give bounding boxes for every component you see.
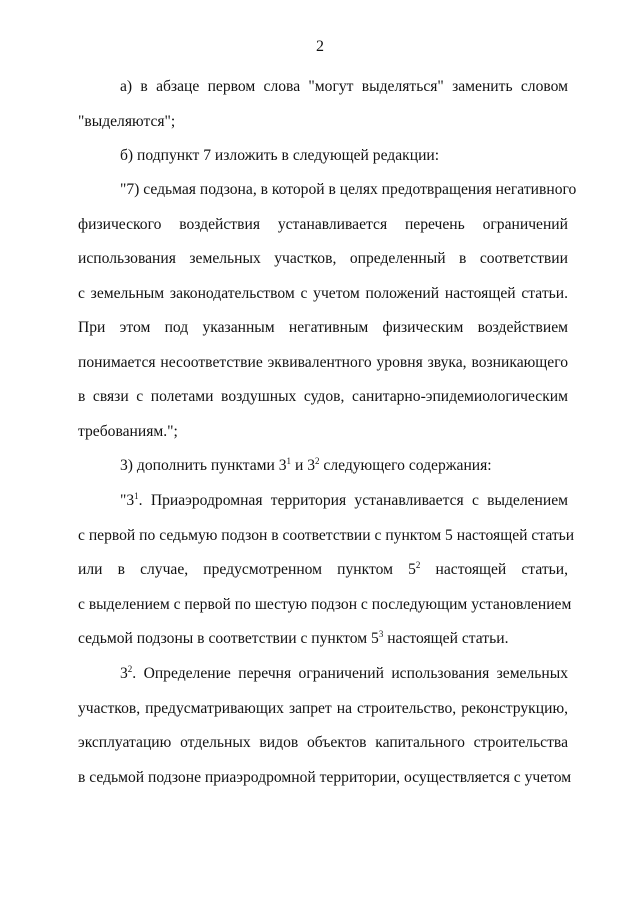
point-3-1-line-2: с первой по седьмую подзон в соответствии с пунктом 5 настоящей статьи xyxy=(78,526,575,544)
point-3-1-line-3-superscript: 2 xyxy=(415,560,421,570)
paragraph-a-line-1: а) в абзаце первом слова "могут выделяться" заменить словом xyxy=(120,78,568,95)
point-3-1-line-3-post: настоящей статьи, xyxy=(420,561,569,578)
page-number: 2 xyxy=(316,38,324,55)
item-3-superscript-1: 1 xyxy=(286,456,292,466)
paragraph-a xyxy=(78,70,568,139)
item-3-text-suffix: следующего содержания: xyxy=(319,457,492,474)
point-3-1-line-3 xyxy=(78,553,568,588)
point-3-1-line-5-superscript: 3 xyxy=(378,629,384,639)
paragraph-b: б) подпункт 7 изложить в следующей редакции: xyxy=(120,147,440,164)
point-3-2-line-1-post: . Определение перечня ограничений использования земельных xyxy=(132,665,568,682)
point-3-2-line-4: в седьмой подзоне приаэродромной территории, осуществляется с учетом xyxy=(78,768,572,786)
point-3-1-line-1-pre: "3 xyxy=(120,492,135,509)
subitem-7-line-2: физического воздействия устанавливается перечень ограничений xyxy=(78,215,568,233)
paragraph-subitem-7 xyxy=(78,173,577,449)
item-3-superscript-2: 2 xyxy=(315,456,320,466)
point-3-2-line-2: участков, предусматривающих запрет на строительство, реконструкцию, xyxy=(78,699,568,717)
point-3-1-line-5-post: настоящей статьи. xyxy=(383,630,509,647)
paragraph-item-3 xyxy=(78,449,568,484)
point-3-1-line-1 xyxy=(78,484,568,519)
subitem-7-line-3: использования земельных участков, определенный в соответствии xyxy=(78,250,568,267)
subitem-7-line-4: с земельным законодательством с учетом положений настоящей статьи. xyxy=(78,284,568,302)
subitem-7-line-5: При этом под указанным негативным физическим воздействием xyxy=(78,319,568,336)
point-3-1-line-3-pre: или в случае, предусмотренном пунктом 5 xyxy=(78,561,416,578)
paragraph-a-line-2: "выделяются"; xyxy=(78,112,176,130)
point-3-1-superscript: 1 xyxy=(134,491,139,501)
point-3-1-line-4: с выделением с первой по шестую подзон с последующим установлением xyxy=(78,595,572,613)
paragraph-point-3-2 xyxy=(78,657,572,795)
subitem-7-line-6: понимается несоответствие эквивалентного уровня звука, возникающего xyxy=(78,353,568,371)
subitem-7-line-1: "7) седьмая подзона, в которой в целях предотвращения негативного xyxy=(120,181,577,198)
point-3-2-line-3: эксплуатацию отдельных видов объектов капитального строительства xyxy=(78,734,568,751)
point-3-1-line-1-post: . Приаэродромная территория устанавливается с выделением xyxy=(138,492,568,509)
paragraph-point-3-1 xyxy=(78,484,575,657)
point-3-2-line-1 xyxy=(78,657,568,692)
subitem-7-line-7: в связи с полетами воздушных судов, санитарно-эпидемиологическим xyxy=(78,388,568,405)
point-3-1-line-5 xyxy=(78,622,568,657)
point-3-2-line-1-pre: 3 xyxy=(120,665,128,682)
item-3-text-middle: и 3 xyxy=(291,457,315,474)
subitem-7-line-8: требованиям."; xyxy=(78,422,178,440)
item-3-text-prefix: 3) дополнить пунктами 3 xyxy=(120,457,287,474)
point-3-2-superscript: 2 xyxy=(127,664,133,674)
point-3-1-line-5-pre: седьмой подзоны в соответствии с пунктом 5 xyxy=(78,630,379,647)
